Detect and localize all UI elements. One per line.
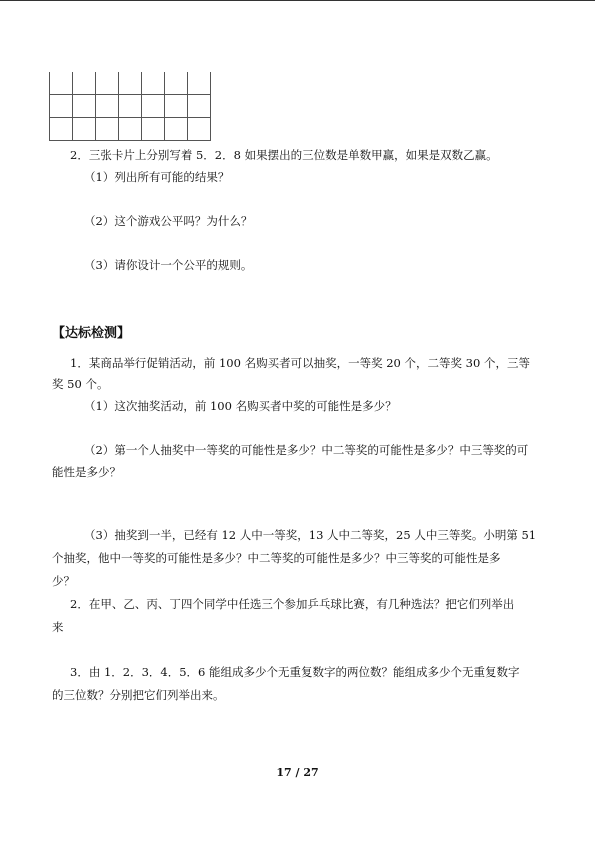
grid-cell [188, 118, 211, 141]
grid-cell [50, 72, 73, 95]
exercise-1-line-1: 1．某商品举行促销活动，前 100 名购买者可以抽奖，一等奖 20 个，二等奖 30 个，三等 [70, 356, 530, 370]
grid-cell [50, 118, 73, 141]
exercise-1-part-2-line-2: 能性是多少？ [52, 465, 121, 479]
answer-grid [49, 72, 211, 141]
grid-row [50, 118, 211, 141]
exercise-2-line-2: 来 [52, 620, 64, 634]
grid-cell [96, 118, 119, 141]
question-2-part-2: （2）这个游戏公平吗？为什么？ [84, 214, 253, 228]
section-heading: 【达标检测】 [52, 326, 131, 341]
grid-cell [142, 72, 165, 95]
grid-cell [142, 95, 165, 118]
grid-cell [188, 95, 211, 118]
exercise-1-part-3-line-1: （3）抽奖到一半，已经有 12 人中一等奖，13 人中二等奖，25 人中三等奖。小明第 51 [84, 528, 537, 542]
grid-cell [73, 95, 96, 118]
exercise-1-part-3-line-2: 个抽奖，他中一等奖的可能性是多少？中二等奖的可能性是多少？中三等奖的可能性是多 [52, 551, 501, 565]
grid-cell [165, 95, 188, 118]
grid-cell [96, 72, 119, 95]
exercise-1-part-2-line-1: （2）第一个人抽奖中一等奖的可能性是多少？中二等奖的可能性是多少？中三等奖的可 [84, 443, 529, 457]
grid-row [50, 72, 211, 95]
exercise-1-line-2: 奖 50 个。 [52, 377, 109, 391]
exercise-3-line-2: 的三位数？分别把它们列举出来。 [52, 688, 225, 702]
grid-cell [188, 72, 211, 95]
grid-cell [96, 95, 119, 118]
exercise-3-line-1: 3．由 1．2．3．4．5．6 能组成多少个无重复数字的两位数？能组成多少个无重复数字 [70, 665, 520, 679]
grid-row [50, 95, 211, 118]
exercise-1-part-1: （1）这次抽奖活动，前 100 名购买者中奖的可能性是多少？ [84, 399, 397, 413]
grid-cell [142, 118, 165, 141]
page-number: 17 / 27 [276, 766, 319, 779]
exercise-1-part-3-line-3: 少？ [52, 574, 75, 588]
grid-cell [165, 72, 188, 95]
question-2-text: 2．三张卡片上分别写着 5．2．8 如果摆出的三位数是单数甲赢，如果是双数乙赢。 [70, 148, 498, 162]
grid-cell [119, 95, 142, 118]
grid-cell [73, 118, 96, 141]
question-2-part-3: （3）请你设计一个公平的规则。 [84, 258, 253, 272]
exercise-2-line-1: 2．在甲、乙、丙、丁四个同学中任选三个参加乒乓球比赛，有几种选法？把它们列举出 [70, 597, 515, 611]
question-2-part-1: （1）列出所有可能的结果？ [84, 170, 230, 184]
grid-cell [119, 118, 142, 141]
grid-cell [165, 118, 188, 141]
grid-cell [119, 72, 142, 95]
top-rule [0, 0, 595, 1]
grid-cell [73, 72, 96, 95]
grid-cell [50, 95, 73, 118]
